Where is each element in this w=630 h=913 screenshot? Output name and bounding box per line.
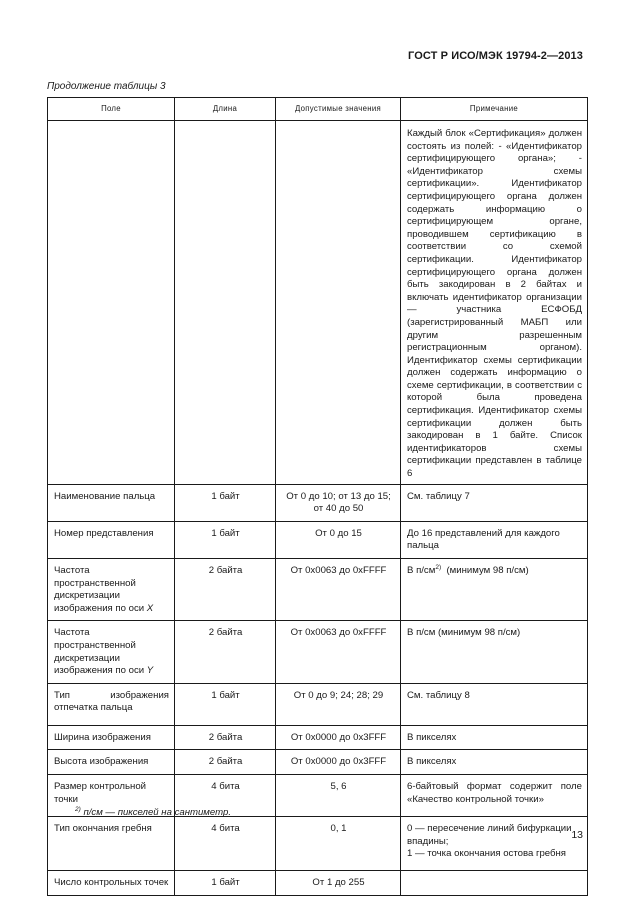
- cell-note: [401, 559, 588, 621]
- note-line: 0 — пересечение линий бифуркации впадины;: [407, 822, 572, 847]
- cell-length: 4 бита: [175, 774, 276, 816]
- cell-values: 5, 6: [276, 774, 401, 816]
- cell-note: См. таблицу 7: [401, 484, 588, 521]
- cell-values: От 0x0000 до 0x3FFF: [276, 750, 401, 775]
- cell-note: [401, 816, 588, 870]
- cell-length: 2 байта: [175, 750, 276, 775]
- table-row: [48, 725, 588, 750]
- cell-length: 4 бита: [175, 816, 276, 870]
- header-length: Длина: [175, 98, 276, 121]
- cell-values: 0, 1: [276, 816, 401, 870]
- axis-label: X: [146, 602, 154, 614]
- table-row: [48, 683, 588, 725]
- cell-field: Тип окончания гребня: [48, 816, 175, 870]
- cell-length: 1 байт: [175, 683, 276, 725]
- page-number: 13: [571, 829, 583, 841]
- header-note: Примечание: [401, 98, 588, 121]
- cell-note: В п/см (минимум 98 п/см): [401, 621, 588, 683]
- cell-field: [48, 559, 175, 621]
- field-text: Частота пространственной дискретизации изображения по оси: [54, 565, 147, 614]
- table-row: [48, 484, 588, 521]
- footnote: [75, 806, 231, 818]
- field-text: Частота пространственной дискретизации изображения по оси: [54, 627, 147, 677]
- note-text: (минимум 98 п/см): [441, 565, 529, 576]
- axis-label: Y: [146, 665, 154, 677]
- cell-values: От 0 до 9; 24; 28; 29: [276, 683, 401, 725]
- cell-values: От 0x0000 до 0x3FFF: [276, 725, 401, 750]
- cell-values: От 1 до 255: [276, 870, 401, 895]
- cell-field: [48, 621, 175, 683]
- cell-note: В пикселях: [401, 750, 588, 775]
- table-row: [48, 870, 588, 895]
- table-row: [48, 559, 588, 621]
- cell-values: От 0x0063 до 0xFFFF: [276, 559, 401, 621]
- cell-length: 1 байт: [175, 521, 276, 558]
- cell-values: [276, 121, 401, 485]
- cell-field: [48, 121, 175, 485]
- footnote-reference: 2): [435, 563, 442, 571]
- cell-length: 2 байта: [175, 559, 276, 621]
- cell-note: В пикселях: [401, 725, 588, 750]
- cell-note: [401, 870, 588, 895]
- document-standard-header: ГОСТ Р ИСО/МЭК 19794-2—2013: [408, 50, 583, 62]
- table-row-certification: [48, 121, 588, 485]
- cell-note: См. таблицу 8: [401, 683, 588, 725]
- table-header-row: [48, 98, 588, 121]
- footnote-text: п/см — пикселей на сантиметр.: [80, 807, 231, 819]
- cell-note: 6-байтовый формат содержит поле «Качество контрольной точки»: [401, 774, 588, 816]
- cell-length: 2 байта: [175, 725, 276, 750]
- note-text: В п/см: [407, 565, 436, 576]
- note-line: 1 — точка окончания остова гребня: [407, 848, 566, 860]
- table-row: [48, 750, 588, 775]
- cell-length: 1 байт: [175, 484, 276, 521]
- cell-field: Наименование пальца: [48, 484, 175, 521]
- cell-note: До 16 представлений для каждого пальца: [401, 521, 588, 558]
- spec-table: [47, 97, 588, 896]
- cell-values: От 0x0063 до 0xFFFF: [276, 621, 401, 683]
- table-row: [48, 621, 588, 683]
- cell-length: 2 байта: [175, 621, 276, 683]
- table-caption: Продолжение таблицы 3: [47, 81, 166, 92]
- cell-field: Ширина изображения: [48, 725, 175, 750]
- cell-values: От 0 до 10; от 13 до 15; от 40 до 50: [276, 484, 401, 521]
- cell-field: Номер представления: [48, 521, 175, 558]
- cell-field: Высота изображения: [48, 750, 175, 775]
- table-row: [48, 521, 588, 558]
- cell-note: Каждый блок «Сертификация» должен состоять из полей: - «Идентификатор сертифицирующего органа»; - «Идентификатор схемы сертификации». Идентификатор сертифицирующего органа должен содержать информацию о сертифицирующем органе, проводившем сертификацию в соответствии со схемой сертификации. Идентификатор сертифицирующего органа должен быть закодирован в 2 байтах и включать идентификатор организации — участника ЕСФОБД (зарегистрированный МАБП или другим разрешенным регистрационным органом). Идентификатор схемы сертификации должен содержать информацию о схеме сертификации, в соответствии с которой была проведена сертификация. Идентификатор схемы сертификации должен быть закодирован в 1 байте. Список идентификаторов схемы сертификации представлен в таблице 6: [401, 121, 588, 485]
- header-values: Допустимые значения: [276, 98, 401, 121]
- footnote-marker: 2): [75, 806, 81, 813]
- cell-length: [175, 121, 276, 485]
- header-field: Поле: [48, 98, 175, 121]
- table-row: [48, 816, 588, 870]
- cell-field: Число контрольных точек: [48, 870, 175, 895]
- cell-field: Тип изображения отпечатка пальца: [48, 683, 175, 725]
- cell-length: 1 байт: [175, 870, 276, 895]
- cell-values: От 0 до 15: [276, 521, 401, 558]
- cell-field: Размер контрольной точки: [48, 774, 175, 816]
